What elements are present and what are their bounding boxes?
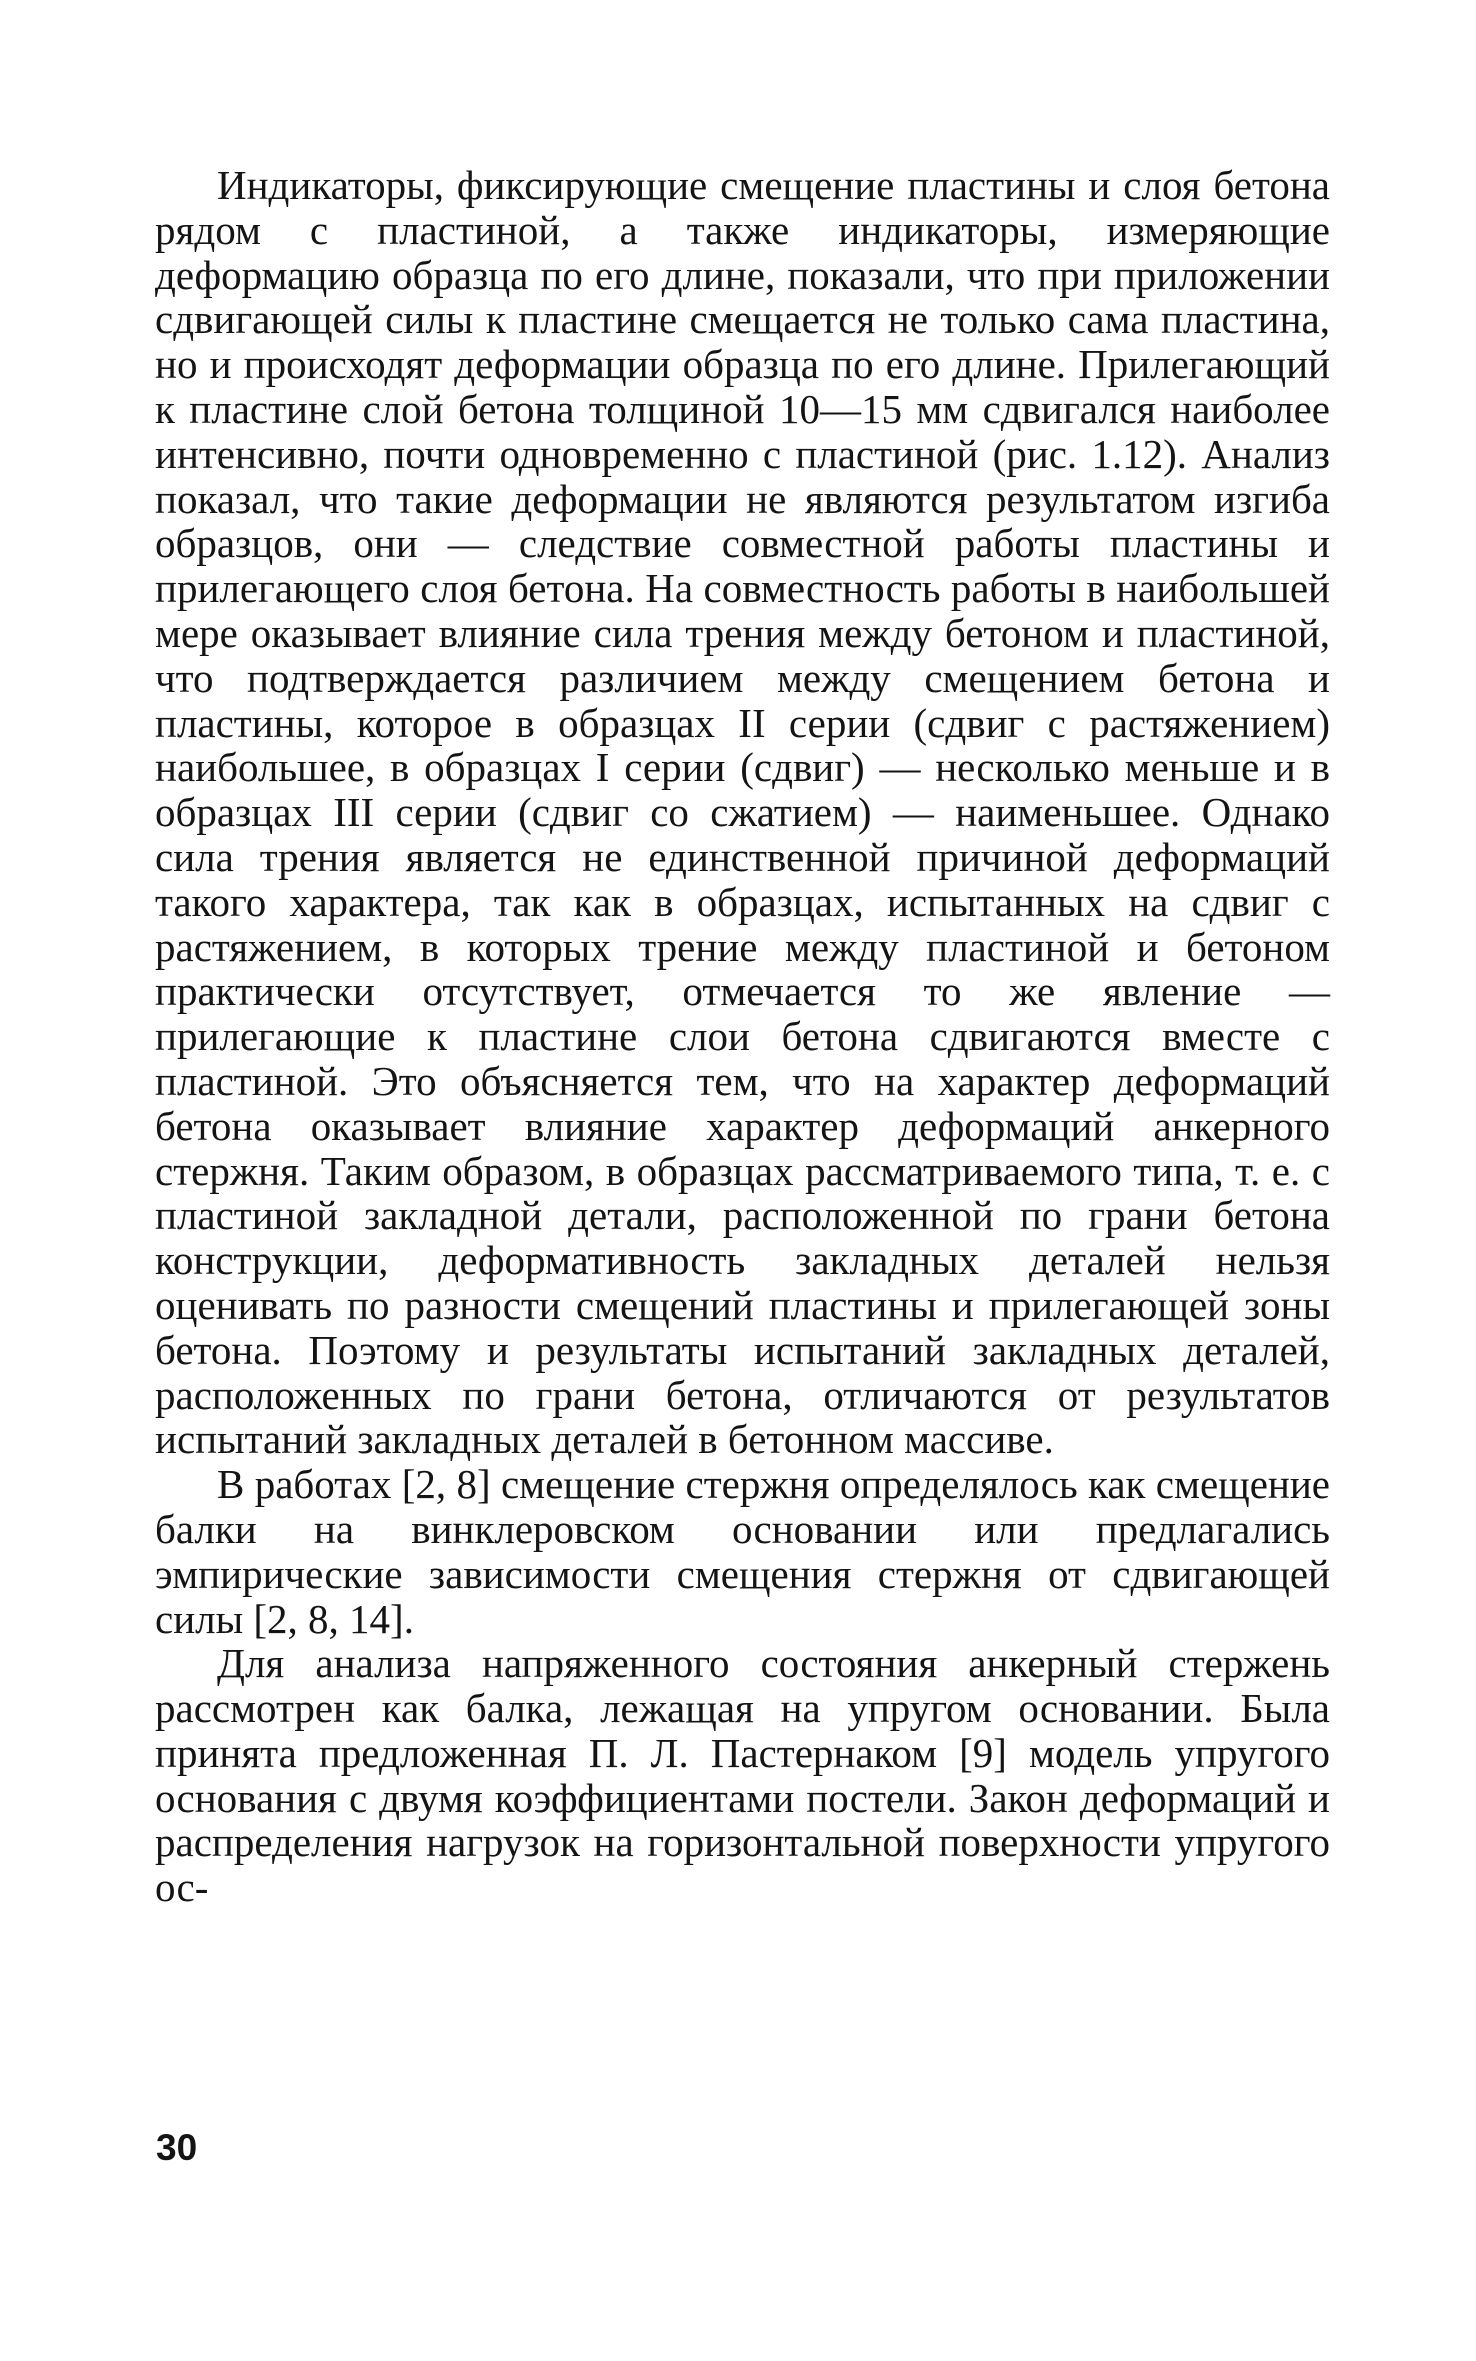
body-text — [155, 163, 1330, 1910]
page-number: 30 — [156, 2127, 198, 2168]
paragraph-3: Для анализа напряженного состояния анкерный стержень рассмотрен как балка, лежащая на упругом основании. Была принята предложенная П. Л. Пастернаком [9] модель упругого основания с двумя коэффициентами постели. Закон деформаций и распределения нагрузок на горизонтальной поверхности упругого ос- — [155, 1640, 1330, 1911]
paragraph-1: Индикаторы, фиксирующие смещение пластины и слоя бетона рядом с пластиной, а также индикаторы, измеряющие деформацию образца по его длине, показали, что при приложении сдвигающей силы к пластине смещается не только сама пластина, но и происходят деформации образца по его длине. Прилегающий к пластине слой бетона толщиной 10—15 мм сдвигался наиболее интенсивно, почти одновременно с пластиной (рис. 1.12). Анализ показал, что такие деформации не являются результатом изгиба образцов, они — следствие совместной работы пластины и прилегающего слоя бетона. На совместность работы в наибольшей мере оказывает влияние сила трения между бетоном и пластиной, что подтверждается различием между смещением бетона и пластины, которое в образцах II серии (сдвиг с растяжением) наибольшее, в образцах I серии (сдвиг) — несколько меньше и в образцах III серии (сдвиг со сжатием) — наименьшее. Однако сила трения является не единственной причиной деформаций такого характера, так как в образцах, испытанных на сдвиг с растяжением, в которых трение между пластиной и бетоном практически отсутствует, отмечается то же явление — прилегающие к пластине слои бетона сдвигаются вместе с пластиной. Это объясняется тем, что на характер деформаций бетона оказывает влияние характер деформаций анкерного стержня. Таким образом, в образцах рассматриваемого типа, т. е. с пластиной закладной детали, расположенной по грани бетона конструкции, деформативность закладных деталей нельзя оценивать по разности смещений пластины и прилегающей зоны бетона. Поэтому и результаты испытаний закладных деталей, расположенных по грани бетона, отличаются от результатов испытаний закладных деталей в бетонном массиве. — [155, 162, 1330, 1463]
paragraph-2: В работах [2, 8] смещение стержня определялось как смещение балки на винклеровском основании или предлагались эмпирические зависимости смещения стержня от сдвигающей силы [2, 8, 14]. — [155, 1461, 1330, 1642]
